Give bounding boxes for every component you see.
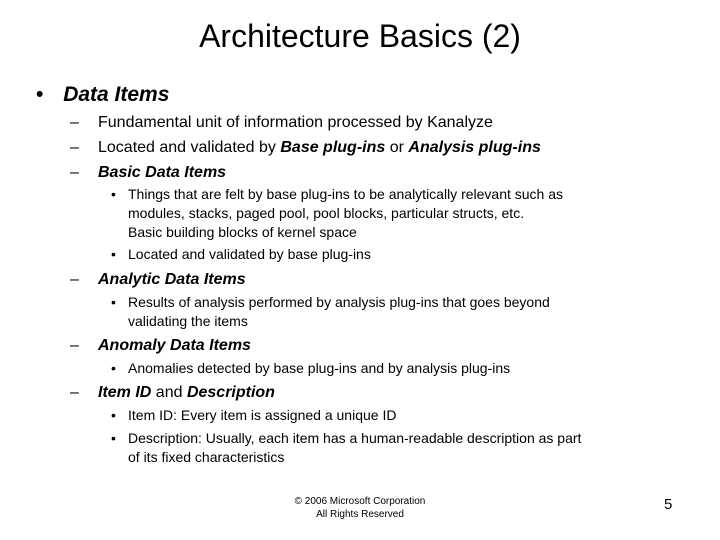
dash-icon: – <box>70 139 79 156</box>
basic-sub1-line1: Things that are felt by base plug-ins to be analytically relevant such as <box>128 186 564 202</box>
item-located-validated <box>98 138 541 158</box>
itemid-sub2-line2: of its fixed characteristics <box>128 449 285 465</box>
itemid-sub1: Item ID: Every item is assigned a unique ID <box>128 407 397 423</box>
basic-sub1-line3: Basic building blocks of kernel space <box>128 224 357 240</box>
item-fundamental: Fundamental unit of information processed by Kanalyze <box>98 114 493 131</box>
data-items-heading: Data Items <box>63 83 170 106</box>
analytic-sub1-line2: validating the items <box>128 313 248 329</box>
slide-title: Architecture Basics (2) <box>199 18 521 54</box>
basic-sub2: Located and validated by base plug-ins <box>128 246 371 262</box>
copyright-footer <box>240 495 480 521</box>
dash-icon: – <box>70 384 79 401</box>
bullet-icon: • <box>111 407 116 423</box>
bullet-icon: • <box>36 83 44 106</box>
page-number: 5 <box>664 496 673 513</box>
analysis-plugins-text: Analysis plug-ins <box>408 139 541 156</box>
itemid-sub2-line1: Description: Usually, each item has a human-readable description as part <box>128 430 582 446</box>
item-id-description-heading <box>98 383 275 403</box>
and-text: and <box>151 384 187 401</box>
or-text: or <box>385 139 409 156</box>
analytic-data-items-heading: Analytic Data Items <box>98 271 246 288</box>
level1-bullet-row <box>36 83 169 107</box>
copyright-line2: All Rights Reserved <box>316 509 404 520</box>
anomaly-data-items-heading: Anomaly Data Items <box>98 337 251 354</box>
basic-data-items-heading: Basic Data Items <box>98 164 227 181</box>
item-id-text: Item ID <box>98 384 152 401</box>
located-prefix: Located and validated by <box>98 139 281 156</box>
analytic-sub1-line1: Results of analysis performed by analysis plug-ins that goes beyond <box>128 294 550 310</box>
bullet-icon: • <box>111 186 116 202</box>
copyright-line1: © 2006 Microsoft Corporation <box>294 496 426 507</box>
bullet-icon: • <box>111 360 116 376</box>
basic-sub1-line2: modules, stacks, paged pool, pool blocks, particular structs, etc. <box>128 205 525 221</box>
dash-icon: – <box>70 114 79 131</box>
base-plugins-text: Base plug-ins <box>280 139 386 156</box>
anomaly-sub1: Anomalies detected by base plug-ins and by analysis plug-ins <box>128 360 511 376</box>
description-text: Description <box>186 384 275 401</box>
dash-icon: – <box>70 164 79 181</box>
bullet-icon: • <box>111 430 116 446</box>
bullet-icon: • <box>111 246 116 262</box>
dash-icon: – <box>70 271 79 288</box>
bullet-icon: • <box>111 294 116 310</box>
dash-icon: – <box>70 337 79 354</box>
